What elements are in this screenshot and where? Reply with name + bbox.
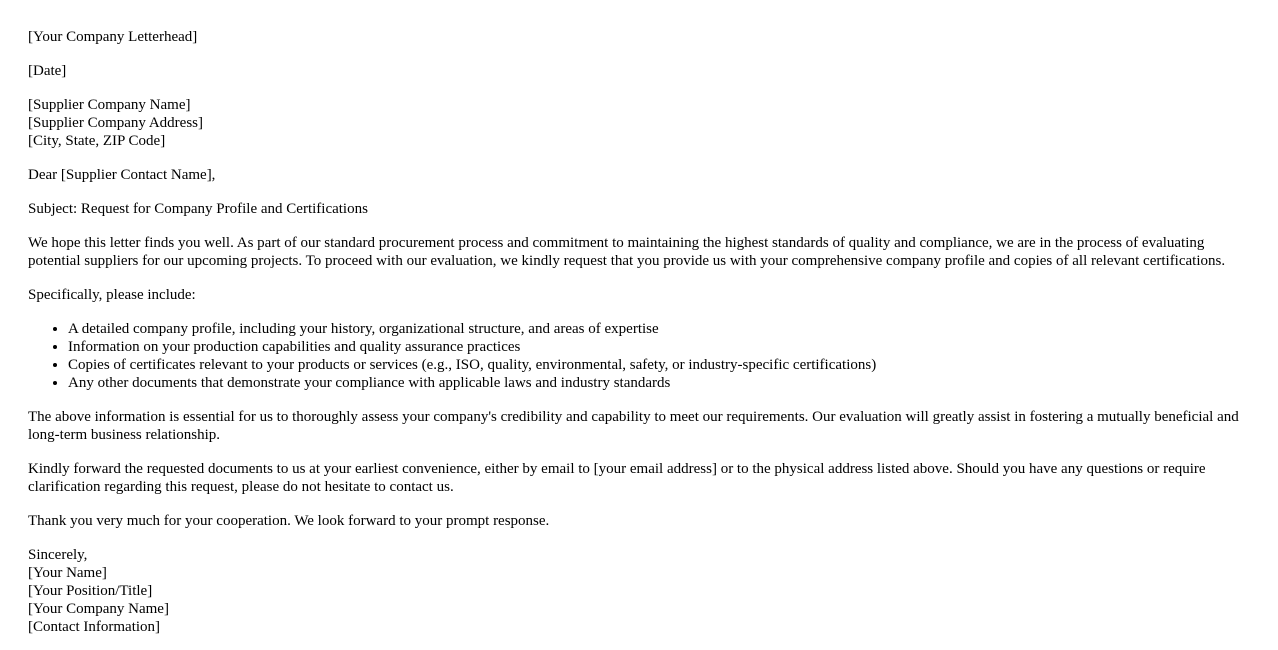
purpose-paragraph: The above information is essential for us to thoroughly assess your company's credibility and capability to meet our requirements. Our evaluation will greatly assist in fostering a mutually beneficial and long-term business relationship. — [28, 409, 1239, 443]
list-item: • A detailed company profile, including your history, organizational structure, and areas of expertise — [68, 320, 1250, 338]
sender-contact: [Contact Information] — [28, 619, 161, 635]
sender-position: [Your Position/Title] — [28, 583, 153, 599]
list-item: • Copies of certificates relevant to your products or services (e.g., ISO, quality, environmental, safety, or industry-specific certifications) — [68, 356, 1250, 374]
letter-date: [Date] — [28, 63, 67, 79]
salutation: Dear [Supplier Contact Name], — [28, 167, 216, 183]
recipient-company-name: [Supplier Company Name] — [28, 97, 191, 113]
intro-paragraph: We hope this letter finds you well. As part of our standard procurement process and commitment to maintaining the highest standards of quality and compliance, we are in the process of evaluating potential suppliers for our upcoming projects. To proceed with our evaluation, we kindly request that you provide us with your comprehensive company profile and copies of all relevant certifications. — [28, 235, 1226, 269]
thanks-paragraph: Thank you very much for your cooperation. We look forward to your prompt response. — [28, 513, 550, 529]
list-item: • Information on your production capabilities and quality assurance practices — [68, 338, 1250, 356]
recipient-company-address: [Supplier Company Address] — [28, 115, 203, 131]
recipient-address-block — [28, 96, 1250, 150]
closing-block — [28, 546, 1250, 636]
recipient-city-state-zip: [City, State, ZIP Code] — [28, 133, 166, 149]
closing-signoff: Sincerely, — [28, 547, 88, 563]
list-intro: Specifically, please include: — [28, 287, 196, 303]
subject-line: Subject: Request for Company Profile and Certifications — [28, 201, 368, 217]
list-item: • Any other documents that demonstrate your compliance with applicable laws and industry standards — [68, 374, 1250, 392]
sender-name: [Your Name] — [28, 565, 107, 581]
requested-documents-list — [28, 320, 1250, 392]
sender-company: [Your Company Name] — [28, 601, 169, 617]
request-paragraph: Kindly forward the requested documents to us at your earliest convenience, either by email to [your email address] or to the physical address listed above. Should you have any questions or require clarification regarding this request, please do not hesitate to contact us. — [28, 461, 1206, 495]
letterhead: [Your Company Letterhead] — [28, 29, 198, 45]
